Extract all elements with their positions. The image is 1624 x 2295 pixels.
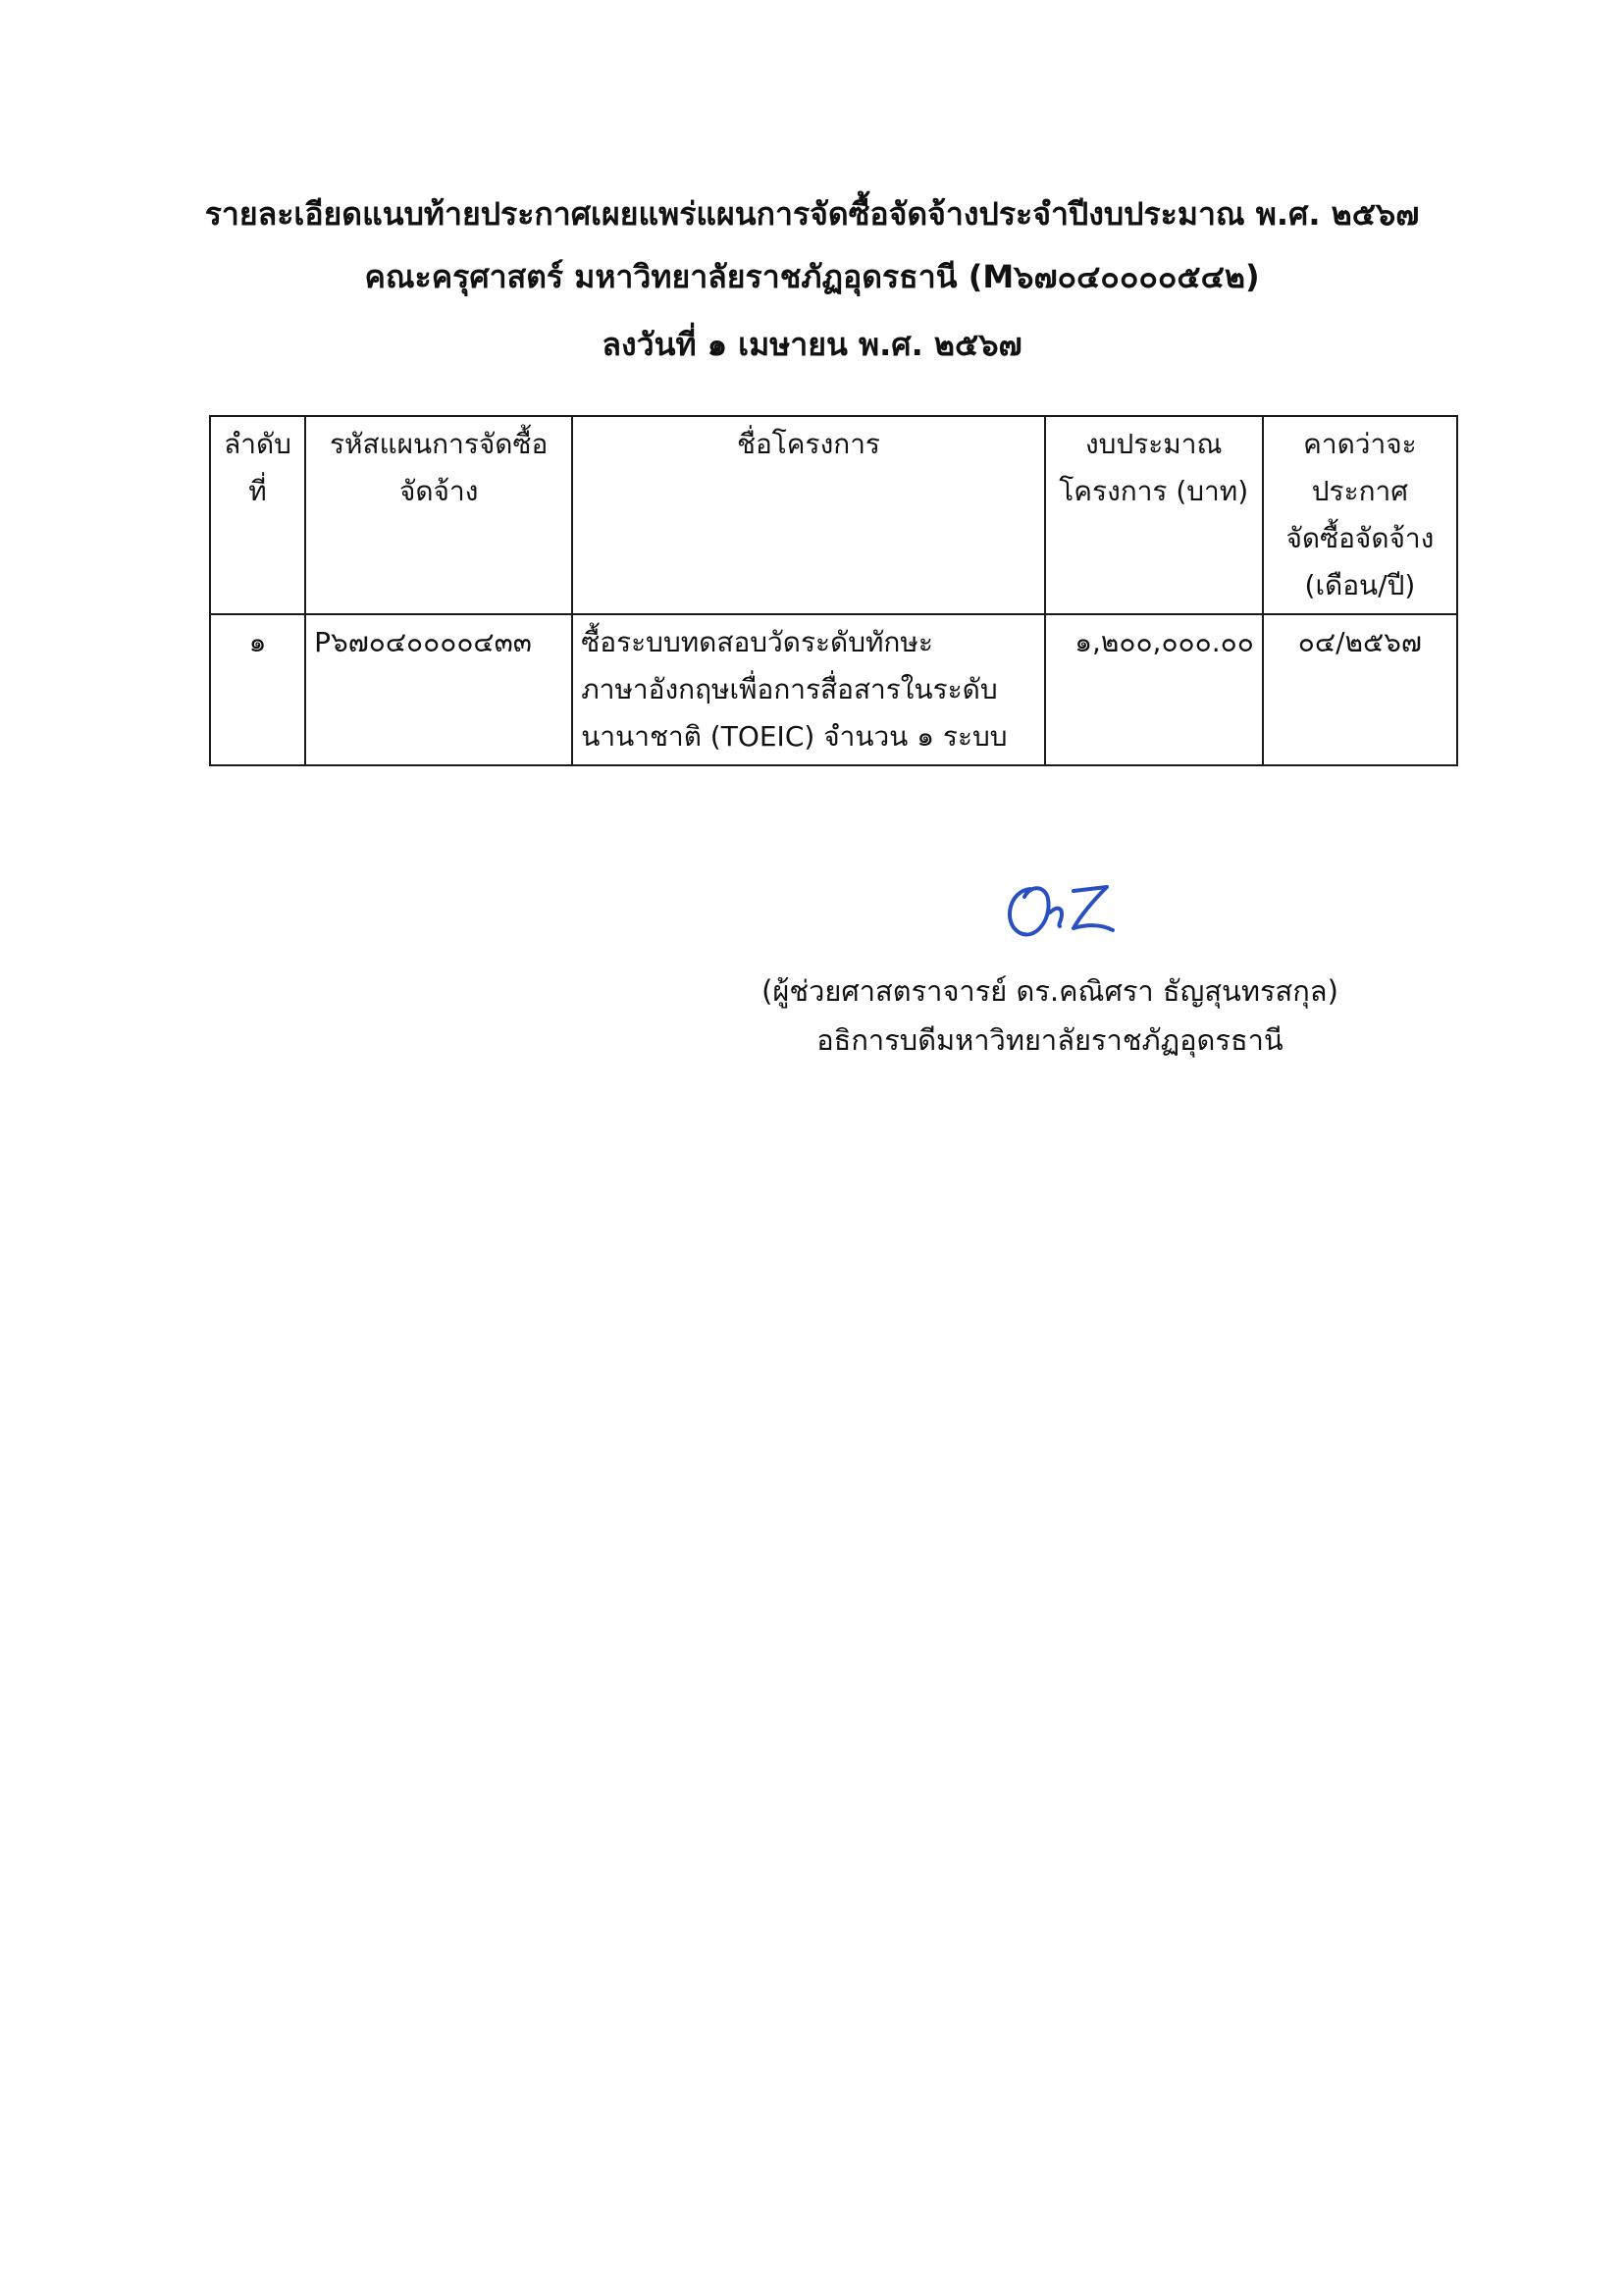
header-code-line: จัดจ้าง (398, 475, 479, 507)
signature-stroke (1010, 887, 1113, 934)
handwritten-signature (991, 861, 1138, 960)
header-month-line: คาดว่าจะ (1303, 428, 1417, 460)
header-no-line: ลำดับ (224, 428, 291, 460)
cell-name-line: นานาชาติ (TOEIC) จำนวน ๑ ระบบ (581, 720, 1008, 753)
doc-title: รายละเอียดแนบท้ายประกาศเผยแพร่แผนการจัดซื้อจัดจ้างประจำปีงบประมาณ พ.ศ. ๒๕๖๗ (204, 195, 1420, 233)
table-header-row (210, 416, 1457, 614)
doc-subtitle: คณะครุศาสตร์ มหาวิทยาลัยราชภัฏอุดรธานี (M๖๗๐๔๐๐๐๐๕๔๒) (364, 258, 1260, 295)
cell-month: ๐๔/๒๕๖๗ (1263, 614, 1457, 765)
header-no-line: ที่ (248, 475, 267, 507)
header-budget (1045, 416, 1263, 614)
cell-name-line: ซื้อระบบทดสอบวัดระดับทักษะ (581, 626, 933, 658)
header-no (210, 416, 305, 614)
cell-no: ๑ (210, 614, 305, 765)
header-budget-line: โครงการ (บาท) (1059, 475, 1249, 507)
header-month-line: ประกาศ (1311, 475, 1409, 507)
cell-code: P๖๗๐๔๐๐๐๐๔๓๓ (305, 614, 572, 765)
header-name-line: ชื่อโครงการ (736, 428, 880, 460)
header-month-line: จัดซื้อจัดจ้าง (1285, 522, 1435, 554)
cell-budget: ๑,๒๐๐,๐๐๐.๐๐ (1045, 614, 1263, 765)
cell-name-line: ภาษาอังกฤษเพื่อการสื่อสารในระดับ (581, 673, 998, 705)
header-month-line: (เดือน/ปี) (1304, 569, 1416, 601)
header-code (305, 416, 572, 614)
header-code-line: รหัสแผนการจัดซื้อ (330, 428, 549, 460)
header-month (1263, 416, 1457, 614)
signatory-name: (ผู้ช่วยศาสตราจารย์ ดร.คณิศรา ธัญสุนทรสกุล) (761, 974, 1338, 1008)
cell-name (572, 614, 1044, 765)
header-name (572, 416, 1044, 614)
header-budget-line: งบประมาณ (1085, 428, 1223, 460)
signatory-title: อธิการบดีมหาวิทยาลัยราชภัฏอุดรธานี (816, 1023, 1283, 1057)
procurement-plan-table (209, 415, 1458, 766)
table-row (210, 614, 1457, 765)
doc-date: ลงวันที่ ๑ เมษายน พ.ศ. ๒๕๖๗ (602, 326, 1022, 363)
